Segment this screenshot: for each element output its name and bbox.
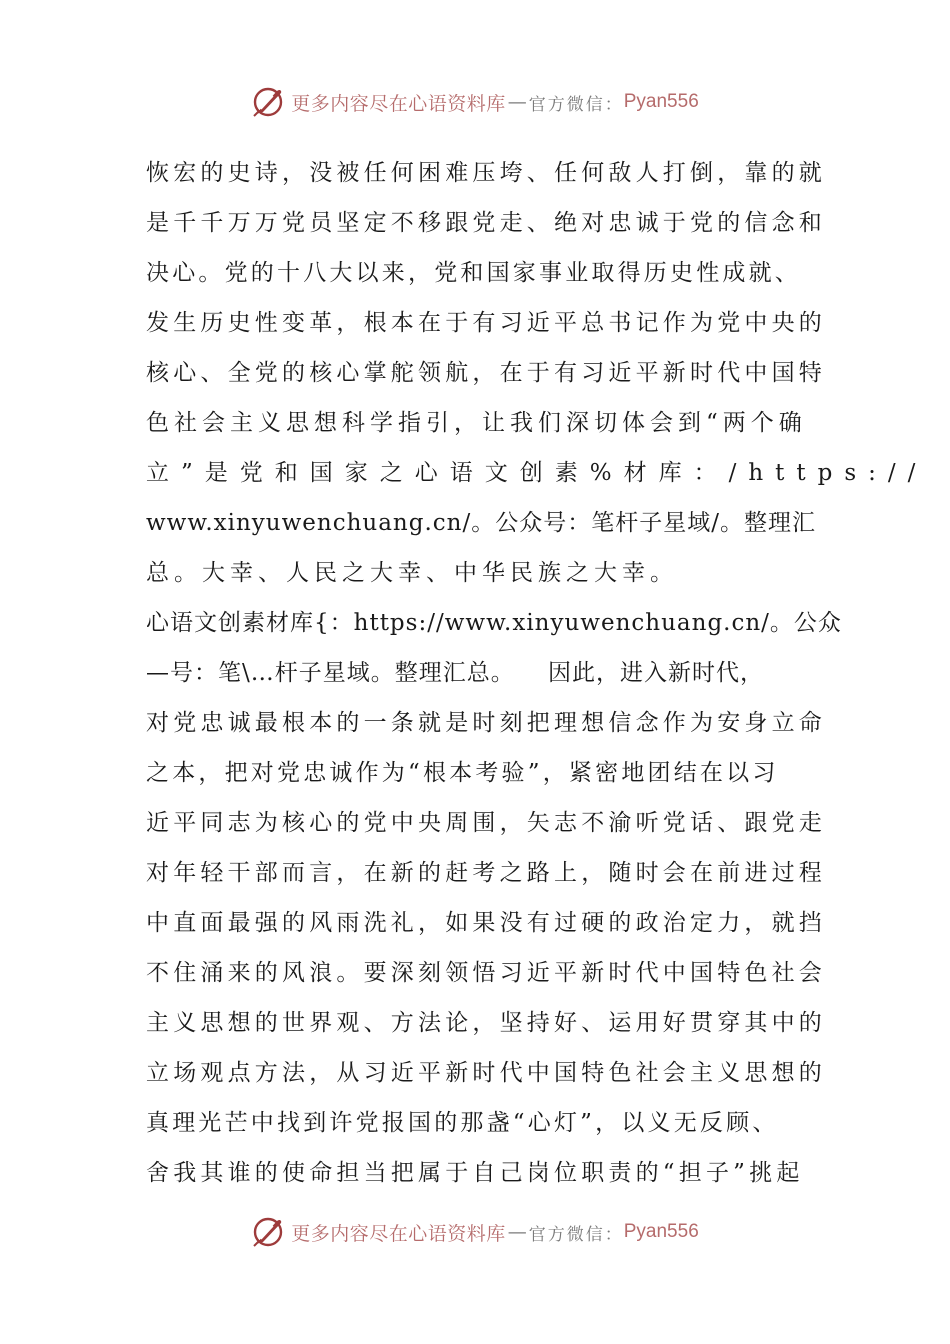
body-line-15: 对年轻干部而言，在新的赶考之路上，随时会在前进过程 — [146, 860, 826, 886]
body-line-10: 心语文创素材库{：https://www.xinyuwenchuang.cn/。公众 — [146, 610, 842, 636]
body-line-11: —号：笔\…杆子星域。整理汇总。 因此，进入新时代， — [146, 660, 764, 686]
footer-wechat-label: 官方微信： — [528, 1224, 624, 1245]
body-line-21: 舍我其谁的使命担当把属于自己岗位职责的“担子”挑起 — [146, 1160, 804, 1186]
body-line-12: 对党忠诚最根本的一条就是时刻把理想信念作为安身立命 — [146, 710, 826, 736]
body-line-20: 真理光芒中找到许党报国的那盏“心灯”，以义无反顾、 — [146, 1110, 779, 1136]
footer-dash: — — [507, 1221, 527, 1243]
body-line-3: 决心。党的十八大以来，党和国家事业取得历史性成就、 — [146, 260, 801, 286]
body-line-14: 近平同志为核心的党中央周围，矢志不渝听党话、跟党走 — [146, 810, 826, 836]
document-body — [146, 148, 928, 1198]
body-line-4: 发生历史性变革，根本在于有习近平总书记作为党中央的 — [146, 310, 826, 336]
body-line-19: 立场观点方法，从习近平新时代中国特色社会主义思想的 — [146, 1060, 826, 1086]
quill-logo-icon — [251, 1215, 285, 1249]
header-banner — [0, 82, 950, 122]
header-wechat-id: Pyan556 — [623, 91, 699, 112]
body-line-13: 之本，把对党忠诚作为“根本考验”，紧密地团结在以习 — [146, 760, 779, 786]
body-line-5: 核心、全党的核心掌舵领航，在于有习近平新时代中国特 — [146, 360, 826, 386]
footer-wechat-id: Pyan556 — [623, 1221, 699, 1242]
body-line-18: 主义思想的世界观、方法论，坚持好、运用好贯穿其中的 — [146, 1010, 826, 1036]
header-dash: — — [507, 91, 527, 113]
header-wechat-label: 官方微信： — [528, 94, 624, 115]
body-line-2: 是千千万万党员坚定不移跟党走、绝对忠诚于党的信念和 — [146, 210, 826, 236]
body-line-8: www.xinyuwenchuang.cn/。公众号：笔杆子星域/。整理汇 — [146, 510, 816, 536]
body-line-6: 色社会主义思想科学指引，让我们深切体会到“两个确 — [146, 410, 807, 436]
body-line-17: 不住涌来的风浪。要深刻领悟习近平新时代中国特色社会 — [146, 960, 826, 986]
body-line-7: 立”是党和国家之心语文创素%材库：/https:// — [146, 460, 928, 486]
header-site-text: 更多内容尽在心语资料库 — [291, 92, 506, 115]
footer-site-text: 更多内容尽在心语资料库 — [291, 1222, 506, 1245]
body-line-16: 中直面最强的风雨洗礼，如果没有过硬的政治定力，就挡 — [146, 910, 826, 936]
body-line-9: 总。大幸、人民之大幸、中华民族之大幸。 — [146, 560, 678, 586]
body-line-1: 恢宏的史诗，没被任何困难压垮、任何敌人打倒，靠的就 — [146, 160, 826, 186]
footer-banner — [0, 1212, 950, 1252]
quill-logo-icon — [251, 85, 285, 119]
